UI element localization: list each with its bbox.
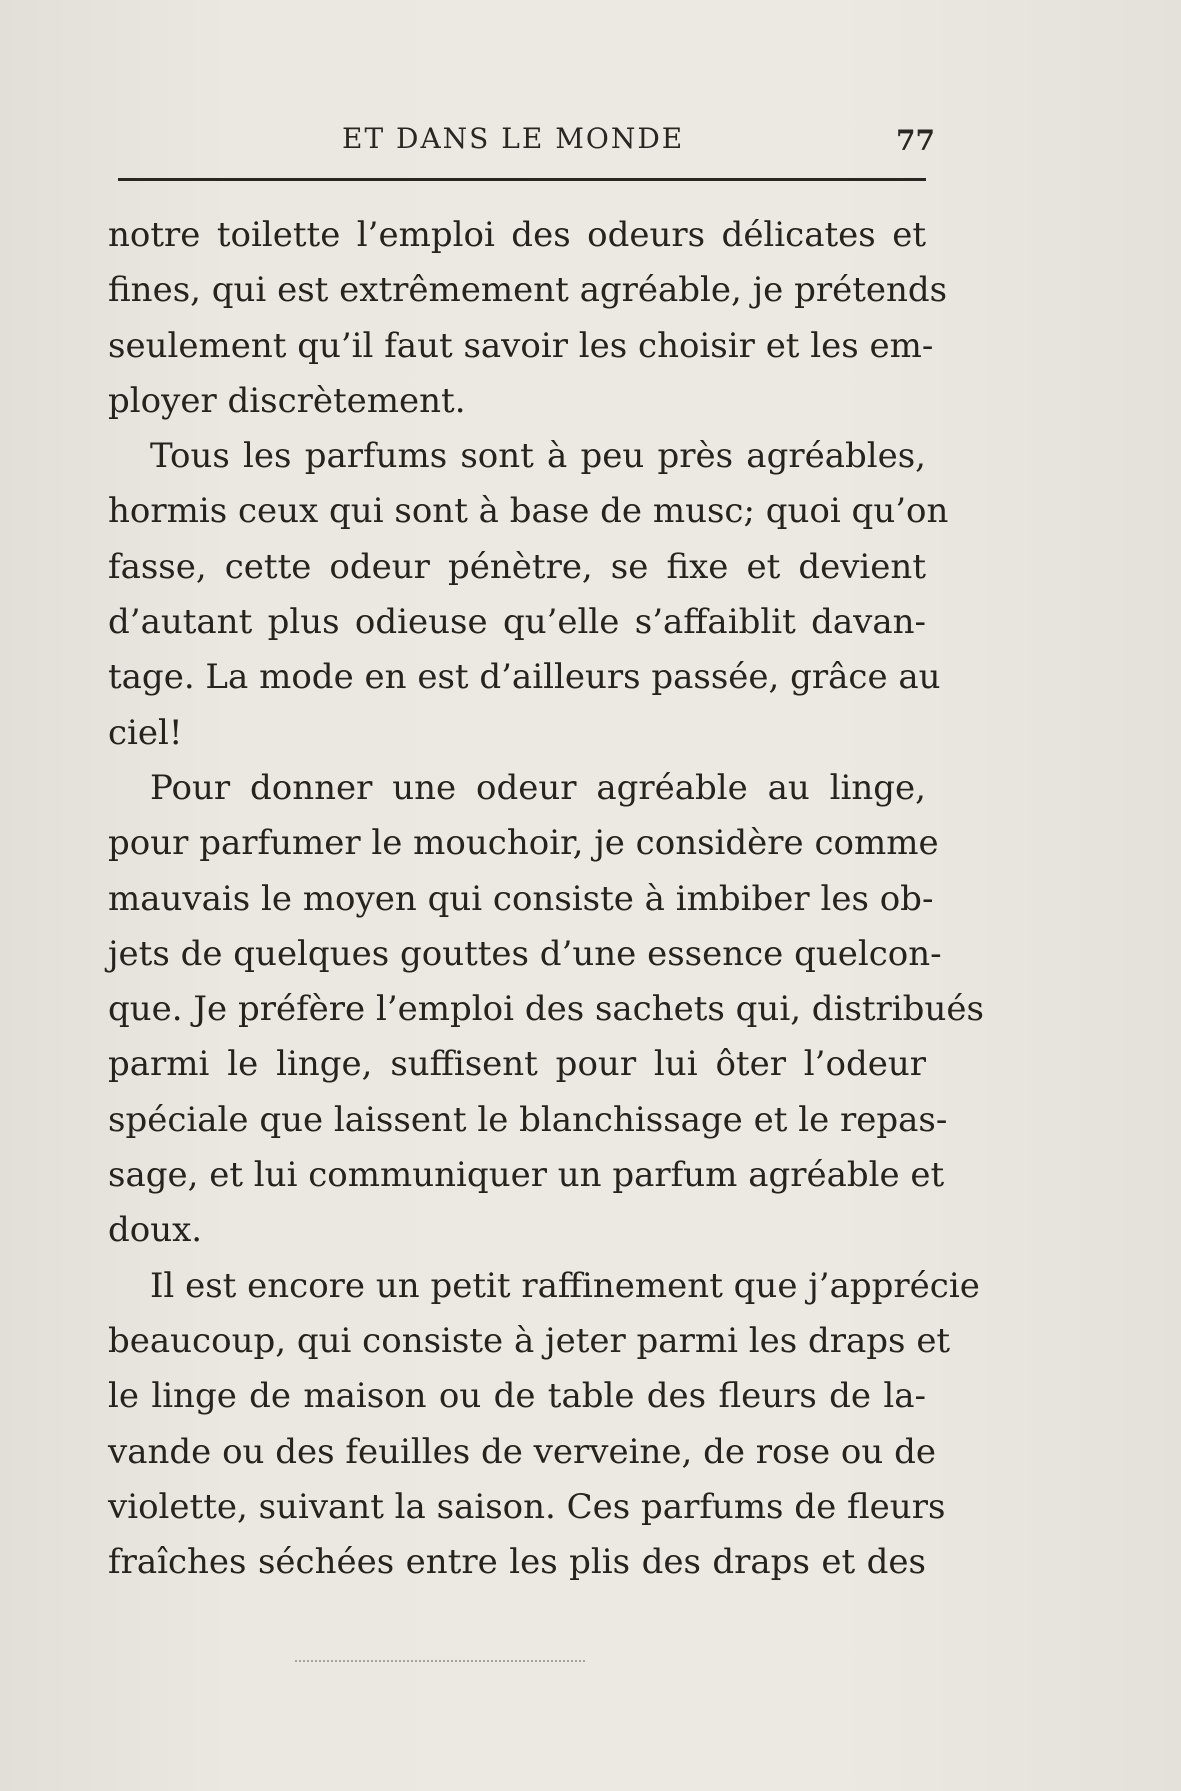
text-line: Tous les parfums sont à peu près agréables,	[150, 436, 926, 477]
text-line: fraîches séchées entre les plis des draps et des	[108, 1542, 926, 1583]
text-line: hormis ceux qui sont à base de musc; quoi qu’on	[108, 491, 949, 532]
text-line: Il est encore un petit raffinement que j’apprécie	[150, 1265, 980, 1306]
text-line: vande ou des feuilles de verveine, de rose ou de	[108, 1431, 936, 1472]
text-line: que. Je préfère l’emploi des sachets qui, distribués	[108, 989, 984, 1030]
text-line: fasse, cette odeur pénètre, se fixe et devient	[108, 546, 926, 587]
page-header	[110, 122, 935, 162]
text-line: d’autant plus odieuse qu’elle s’affaiblit davan-	[108, 602, 926, 643]
page-number: 77	[896, 124, 935, 157]
text-line: notre toilette l’emploi des odeurs délicates et	[108, 215, 926, 255]
text-line: jets de quelques gouttes d’une essence quelcon-	[108, 933, 942, 974]
text-line: seulement qu’il faut savoir les choisir et les em-	[108, 325, 934, 366]
text-line: Pour donner une odeur agréable au linge,	[150, 767, 926, 808]
text-line: violette, suivant la saison. Ces parfums de fleurs	[108, 1486, 946, 1527]
body-text	[108, 208, 984, 1590]
text-line: doux.	[108, 1210, 203, 1251]
text-line: spéciale que laissent le blanchissage et le repas-	[108, 1099, 948, 1140]
text-line: beaucoup, qui consiste à jeter parmi les draps et	[108, 1320, 951, 1361]
running-title: ET DANS LE MONDE	[342, 122, 685, 155]
text-line: tage. La mode en est d’ailleurs passée, grâce au	[108, 657, 941, 698]
text-line: ployer discrètement.	[108, 380, 466, 421]
text-line: fines, qui est extrêmement agréable, je prétends	[108, 270, 948, 311]
text-line: parmi le linge, suffisent pour lui ôter l’odeur	[108, 1044, 926, 1085]
text-line: sage, et lui communiquer un parfum agréable et	[108, 1155, 945, 1196]
text-line: le linge de maison ou de table des fleurs de la-	[108, 1376, 926, 1417]
header-rule	[118, 178, 926, 181]
text-line: mauvais le moyen qui consiste à imbiber les ob-	[108, 878, 934, 919]
text-line: pour parfumer le mouchoir, je considère comme	[108, 823, 939, 864]
text-line: ciel!	[108, 712, 183, 753]
footer-smudge	[295, 1660, 585, 1668]
